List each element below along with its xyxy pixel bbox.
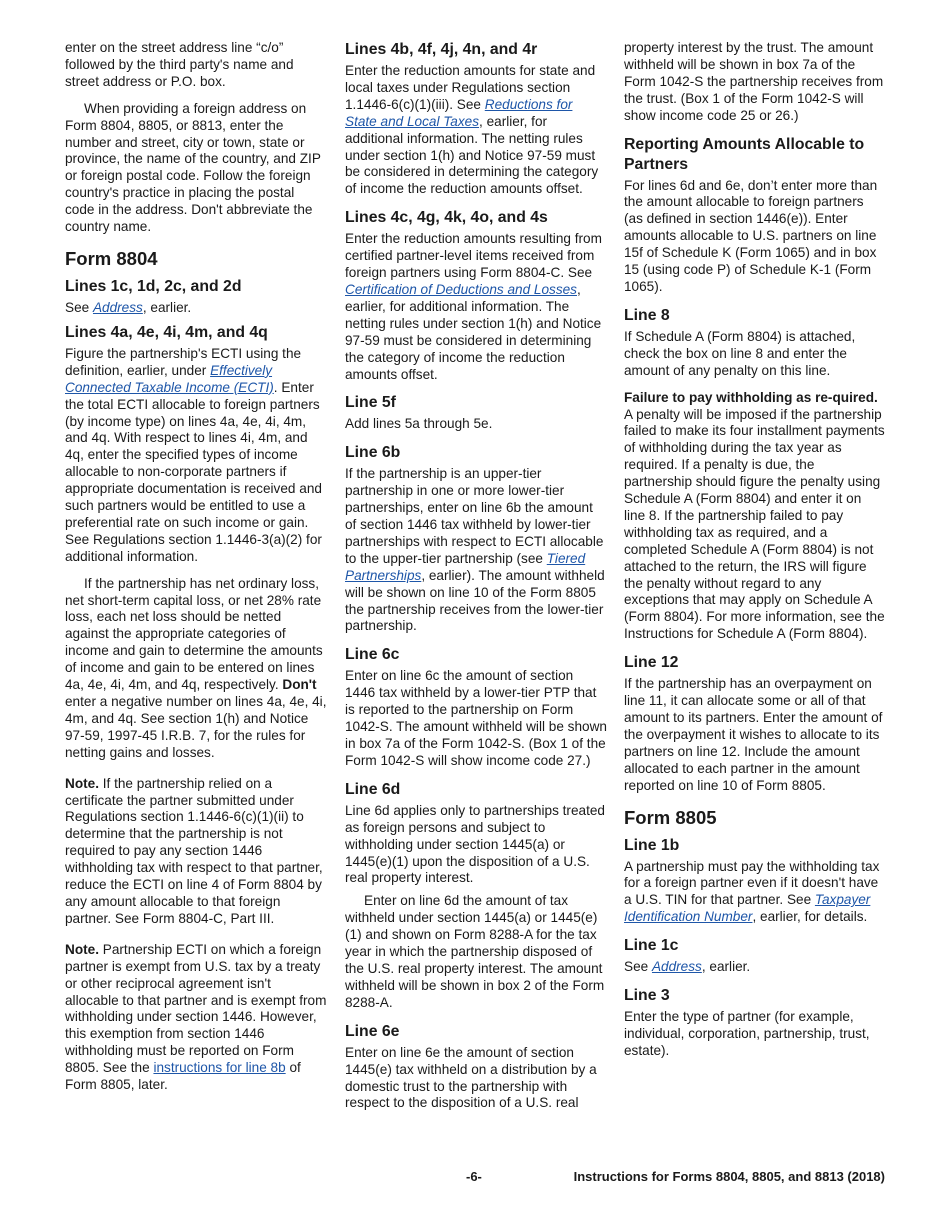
paragraph-ecti — [65, 346, 327, 566]
paragraph-line-12: If the partnership has an overpayment on line 11, it can allocate some or all of that amount to its partners. Enter the amount of the overpayment it wishes to allocate to its partners on line 12. Include the amount allocated to each partner in the amount reported on line 10 of Form 8805. — [624, 676, 883, 793]
paragraph-see-address-2 — [624, 959, 886, 976]
paragraph-line-1b — [624, 859, 886, 927]
paragraph-foreign-address: When providing a foreign address on Form 8804, 8805, or 8813, enter the number and street, city or town, state or province, the name of the country, and ZIP or foreign postal code. Follow the foreign country's practice in placing the postal code in the address. Don't abbreviate the country name. — [65, 100, 321, 235]
text: Enter the reduction amounts resulting from certified partner-level items received from foreign partners using Form 8804-C. See — [345, 231, 602, 281]
heading-form-8805: Form 8805 — [624, 806, 717, 828]
paragraph-line-6e-continued: property interest by the trust. The amount withheld will be shown in box 7a of the Form 1042-S the partnership receives from the trust. (Box 1 of the Form 1042-S will show income code 25 or 26.) — [624, 40, 884, 123]
bold-dont: Don't — [282, 677, 317, 693]
heading-line-1c: Line 1c — [624, 937, 679, 955]
heading-lines-4c-4g-4k-4o-4s: Lines 4c, 4g, 4k, 4o, and 4s — [345, 209, 548, 227]
link-taxpayer-id-number[interactable]: Taxpayer Identification Number — [624, 892, 871, 925]
column-2 — [345, 40, 607, 1122]
heading-line-6c: Line 6c — [345, 646, 400, 664]
paragraph-line-3: Enter the type of partner (for example, individual, corporation, partnership, trust, estate). — [624, 1009, 870, 1058]
text: enter a negative number on lines 4a, 4e, 4i, 4m, and 4q. See section 1(h) and Notice 97-59, 1997-45 I.R.B. 7, for the rules for netting gains and losses. — [65, 694, 327, 760]
text: , earlier). The amount withheld will be shown on line 10 of the Form 8805 the partnership receives from the lower-tier partnership. — [345, 567, 605, 634]
link-address[interactable]: Address — [92, 299, 143, 315]
text: Enter the reduction amounts for state and local taxes under Regulations section 1.1446-6(c)(1)(iii). See — [345, 63, 596, 112]
note-label: Note. — [65, 775, 99, 791]
heading-line-6b: Line 6b — [345, 444, 401, 462]
paragraph-line-6d-enter: Enter on line 6d the amount of tax withheld under section 1445(a) or 1445(e)(1) and shown on Form 8288-A for the tax year in which the partnership disposed of the U.S. real property interest. The amount withheld will be shown in box 2 of the Form 8288-A. — [345, 893, 605, 1010]
text: If the partnership is an upper-tier partnership in one or more lower-tier partnerships, enter on line 6b the amount of section 1446 tax withheld by lower-tier partnerships with respect to ECTI allocable to the upper-tier partnership (see — [345, 466, 604, 566]
heading-form-8804: Form 8804 — [65, 247, 158, 269]
paragraph-net-loss — [65, 576, 327, 762]
paragraph-see-address — [65, 300, 327, 317]
text: of Form 8805, later. — [65, 1060, 301, 1093]
heading-line-6d: Line 6d — [345, 780, 401, 798]
heading-line-5f: Line 5f — [345, 394, 396, 412]
text: , earlier, for additional information. The netting rules under section 1(h) and Notice 97-59 must be considered in determining the category of income the reduction amounts offset. — [345, 281, 602, 382]
text: , earlier. — [701, 959, 751, 975]
paragraph-partner-level-items — [345, 231, 607, 383]
link-instructions-line-8b[interactable]: instructions for line 8b — [153, 1060, 286, 1076]
heading-lines-1c-1d-2c-2d: Lines 1c, 1d, 2c, and 2d — [65, 277, 242, 295]
paragraph-line-5f: Add lines 5a through 5e. — [345, 416, 493, 432]
link-reductions-state-local[interactable]: Reductions for State and Local Taxes — [345, 96, 573, 129]
column-3 — [624, 40, 886, 1070]
link-tiered-partnerships[interactable]: Tiered Partnerships — [345, 550, 586, 583]
link-address-2[interactable]: Address — [651, 959, 702, 975]
text: If the partnership has net ordinary loss, net short-term capital loss, or net 28% rate loss, each net loss should be netted against the appropriate categories of income and gain to determine the amounts of income and gain to be entered on lines 4a, 4e, 4i, 4m, and 4q, respectively. — [65, 575, 323, 693]
text: If the partnership relied on a certificate the partner submitted under Regulations section 1.1446-6(c)(1)(ii) to determine that the partnership is not required to pay any section 1446 withholding tax with respect to that partner, reduce the ECTI on line 4 of Form 8804 by any amount allocable to that foreign partner. See Form 8804-C, Part III. — [65, 775, 323, 926]
paragraph-line-6e: Enter on line 6e the amount of section 1445(e) tax withheld on a distribution by a domestic trust to the partnership with respect to the disposition of a U.S. real — [345, 1044, 597, 1111]
heading-lines-4b-4f-4j-4n-4r: Lines 4b, 4f, 4j, 4n, and 4r — [345, 41, 538, 58]
text: , earlier, for details. — [752, 909, 868, 925]
text: , earlier, for additional information. The netting rules under section 1(h) and Notice 97-59 must be considered in determining the category of income the reduction amounts offset. — [345, 113, 599, 197]
heading-line-8: Line 8 — [624, 306, 670, 324]
heading-line-1b: Line 1b — [624, 836, 680, 854]
text: Figure the partnership's ECTI using the definition, earlier, under — [65, 345, 302, 378]
page-footer — [0, 1169, 950, 1187]
text: See — [624, 959, 652, 975]
paragraph-line-6c: Enter on line 6c the amount of section 1446 tax withheld by a lower-tier PTP that is reported to the partnership on Form 1042-S. The amount withheld will be shown in box 7a of the Form 1042-S. (Box 1 of the Form 1042-S will show income code 27.) — [345, 668, 607, 768]
note-certificate — [65, 776, 327, 928]
failure-label: Failure to pay withholding as re-quired. — [624, 389, 878, 405]
link-certification-deductions[interactable]: Certification of Deductions and Losses — [345, 281, 577, 297]
heading-line-3: Line 3 — [624, 987, 670, 1005]
note-treaty-exempt — [65, 942, 327, 1094]
heading-reporting-amounts: Reporting Amounts Allocable to Partners — [624, 135, 865, 173]
text: A penalty will be imposed if the partnership failed to make its four installment payments of withholding during the tax year as required. If a penalty is due, the partnership should figure the penalty using Schedule A (Form 8804) and enter it on line 8. If the partnership failed to pay withholding tax as required, and a completed Schedule A (Form 8804) is not attached to the return, the IRS will figure the penalty without regard to any exceptions that may apply on Schedule A (Form 8804). For more information, see the Instructions for Schedule A (Form 8804). — [624, 406, 885, 642]
page-number: -6- — [466, 1169, 482, 1184]
paragraph-line-8: If Schedule A (Form 8804) is attached, check the box on line 8 and enter the amount of any penalty on this line. — [624, 328, 856, 378]
text: A partnership must pay the withholding tax for a foreign partner even if it doesn't have a U.S. TIN for that partner. See — [624, 858, 880, 908]
text: Partnership ECTI on which a foreign partner is exempt from U.S. tax by a treaty or other reciprocal agreement isn't allocable to that partner and is exempt from withholding under section 1446. However, this exemption from section 1446 withholding must be reported on Form 8805. See the — [65, 941, 327, 1076]
footer-title: Instructions for Forms 8804, 8805, and 8813 (2018) — [573, 1169, 885, 1184]
text: See — [65, 299, 93, 315]
text: . Enter the total ECTI allocable to foreign partners (by income type) on lines 4a, 4e, 4i, 4m, and 4q. With respect to lines 4i, 4m, and 4q, enter the specified types of income allocable to non-corporate partners if appropriate documentation is received and such partners would be entitled to use a preferential rate on such income or gain. See Regulations section 1.1446-3(a)(2) for additional information. — [65, 379, 322, 564]
paragraph-line-6b — [345, 466, 607, 635]
paragraph-failure-to-pay — [624, 390, 886, 644]
column-1 — [65, 40, 327, 1104]
text: , earlier. — [142, 299, 192, 315]
link-ecti[interactable]: Effectively Connected Taxable Income (ECTI) — [65, 362, 274, 395]
heading-line-6e: Line 6e — [345, 1022, 400, 1040]
paragraph-line-6d-applies: Line 6d applies only to partnerships treated as foreign persons and subject to withholding under section 1445(a) or 1445(e)(1) upon the disposition of a U.S. real property interest. — [345, 802, 605, 886]
note-label: Note. — [65, 941, 99, 957]
heading-line-12: Line 12 — [624, 654, 679, 672]
heading-lines-4a-4e-4i-4m-4q: Lines 4a, 4e, 4i, 4m, and 4q — [65, 323, 268, 341]
paragraph-c-o-address: enter on the street address line “c/o” followed by the third party's name and street address or P.O. box. — [65, 40, 294, 89]
paragraph-state-local-taxes — [345, 63, 607, 198]
paragraph-reporting-amounts: For lines 6d and 6e, don’t enter more than the amount allocable to foreign partners (as defined in section 1446(e)). Enter amounts allocable to U.S. partners on line 15f of Schedule K (Form 1065) and in box 15 (using code P) of Schedule K-1 (Form 1065). — [624, 177, 878, 294]
